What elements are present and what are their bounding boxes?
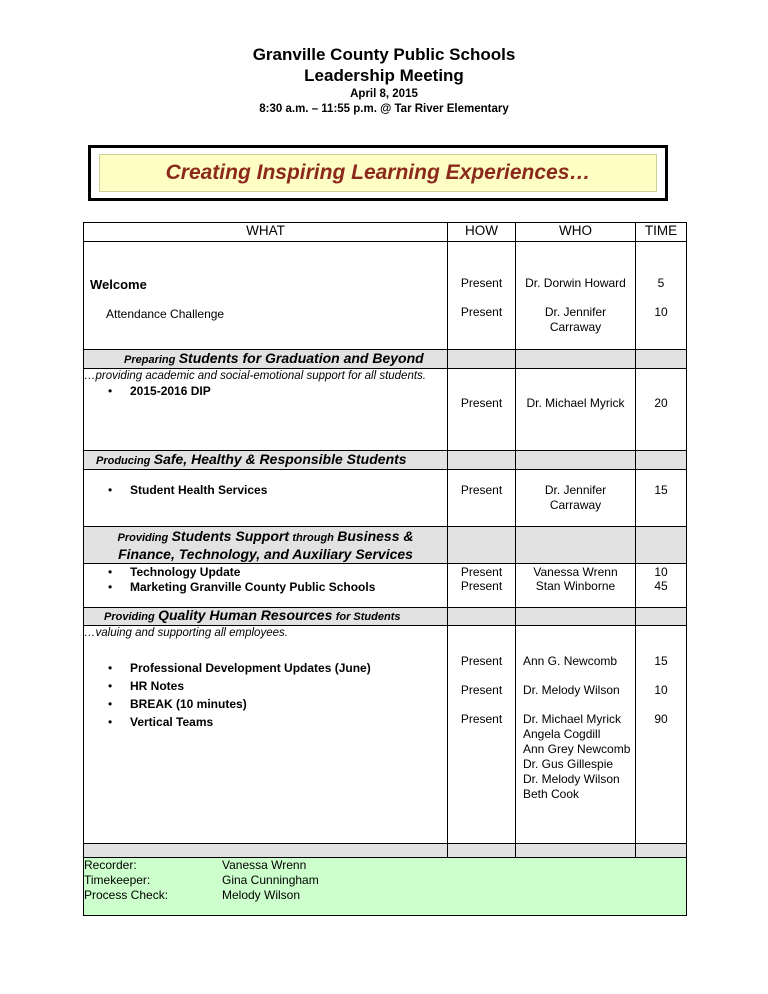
support-time-2: 45 [654,579,668,593]
section-prefix: Providing [117,532,169,544]
support-how-1: Present [460,565,503,579]
graduation-how-cell: Present [448,369,516,451]
agenda-table [83,222,687,916]
timekeeper-row [84,873,686,888]
section-main-2: Business & [337,528,414,544]
roles-footer [84,858,687,916]
footer-row [84,858,687,916]
list-item: • Marketing Granville County Public Schools [108,580,376,594]
section-main: Safe, Healthy & Responsible Students [153,451,407,467]
hr-how-2: Present [460,683,503,697]
theme-banner [88,145,668,201]
list-item: • Vertical Teams [108,715,214,729]
attendance-challenge: Attendance Challenge [106,307,225,321]
list-item: • 2015-2016 DIP [108,384,211,398]
hr-who-2: Dr. Melody Wilson [523,683,620,697]
section-title-hr [84,608,448,626]
process-check-label: Process Check: [84,888,169,902]
section-header-hr [84,608,687,626]
section-prefix: Producing [96,455,151,467]
support-who-cell [516,564,636,608]
process-check-row [84,888,686,903]
support-how-cell [448,564,516,608]
welcome-how-cell [448,242,516,350]
welcome-time-2: 10 [654,305,668,319]
section-header-support [84,527,687,564]
section-main: Students for Graduation and Beyond [178,350,424,366]
support-who-2: Stan Winborne [535,579,616,593]
section-main: Students Support [171,528,290,544]
theme-banner-text: Creating Inspiring Learning Experiences… [165,161,591,184]
column-header-who: WHO [516,223,636,242]
section-title-support [84,527,448,564]
recorder-label: Recorder: [84,858,137,872]
meeting-date: April 8, 2015 [350,88,418,100]
item-pd-updates: Professional Development Updates (June) [130,661,371,675]
list-item: • HR Notes [108,679,185,693]
welcome-time-cell [636,242,687,350]
health-how-cell: Present [448,470,516,527]
hr-how-cell [448,626,516,844]
section-header-health [84,451,687,470]
support-time-1: 10 [654,565,668,579]
hr-row [84,626,687,844]
list-item: • Technology Update [108,565,241,579]
section-suffix: for Students [335,611,401,623]
welcome-time-1: 5 [657,276,665,290]
list-item: • Professional Development Updates (June) [108,661,371,675]
column-header-time: TIME [636,223,687,242]
meeting-title: Leadership Meeting [304,66,464,85]
item-break: BREAK (10 minutes) [130,697,247,711]
section-prefix: Preparing [124,354,176,366]
health-time-cell: 15 [636,470,687,527]
table-header-row [84,223,687,242]
support-time-cell [636,564,687,608]
welcome-who-1: Dr. Dorwin Howard [525,276,626,290]
recorder-row [84,858,686,873]
section-line-2: Finance, Technology, and Auxiliary Services [118,546,413,562]
section-mid: through [292,532,334,544]
timekeeper-label: Timekeeper: [84,873,151,887]
meeting-time-location: 8:30 a.m. – 11:55 p.m. @ Tar River Elementary [259,103,509,115]
hr-who-3: Dr. Michael Myrick Angela Cogdill Ann Grey Newcomb Dr. Gus Gillespie Dr. Melody Wilson Beth Cook [523,712,631,801]
item-dip: 2015-2016 DIP [130,384,211,398]
welcome-who-cell [516,242,636,350]
hr-who-1: Ann G. Newcomb [523,654,618,668]
item-marketing: Marketing Granville County Public Schools [130,580,376,594]
graduation-row [84,369,687,451]
support-who-1: Vanessa Wrenn [533,565,618,579]
hr-time-1: 15 [654,654,668,668]
school-name: Granville County Public Schools [252,45,516,64]
list-item: • Student Health Services [108,483,268,497]
item-technology-update: Technology Update [130,565,241,579]
welcome-how-2: Present [460,305,503,319]
document-header [0,44,768,117]
graduation-time-cell: 20 [636,369,687,451]
hr-description: …valuing and supporting all employees. [84,627,288,639]
section-prefix: Providing [104,611,155,623]
section-title-graduation [84,350,448,369]
hr-time-3: 90 [654,712,668,726]
hr-how-3: Present [460,712,503,726]
section-title-health [84,451,448,470]
recorder-name: Vanessa Wrenn [222,858,307,872]
health-row [84,470,687,527]
support-how-2: Present [460,579,503,593]
section-main: Quality Human Resources [158,607,333,623]
hr-time-2: 10 [654,683,668,697]
spacer-row [84,844,687,858]
hr-how-1: Present [460,654,503,668]
column-header-what: WHAT [84,223,448,242]
welcome-who-2: Dr. Jennifer Carraway [544,305,607,334]
column-header-how: HOW [448,223,516,242]
item-vertical-teams: Vertical Teams [130,715,214,729]
hr-time-cell [636,626,687,844]
timekeeper-name: Gina Cunningham [222,873,319,887]
hr-what-cell [84,626,448,844]
item-hr-notes: HR Notes [130,679,185,693]
welcome-what-cell [84,242,448,350]
hr-who-cell [516,626,636,844]
graduation-description: …providing academic and social-emotional support for all students. [84,370,426,382]
support-what-cell [84,564,448,608]
process-check-name: Melody Wilson [222,888,301,902]
welcome-how-1: Present [460,276,503,290]
list-item: • BREAK (10 minutes) [108,697,247,711]
section-header-graduation [84,350,687,369]
graduation-who-cell: Dr. Michael Myrick [516,369,636,451]
health-what-cell [84,470,448,527]
graduation-what-cell [84,369,448,451]
health-who-cell: Dr. Jennifer Carraway [516,470,636,527]
theme-banner-inner [99,154,657,192]
support-row [84,564,687,608]
welcome-row [84,242,687,350]
welcome-title: Welcome [90,277,147,292]
item-health-services: Student Health Services [130,483,268,497]
